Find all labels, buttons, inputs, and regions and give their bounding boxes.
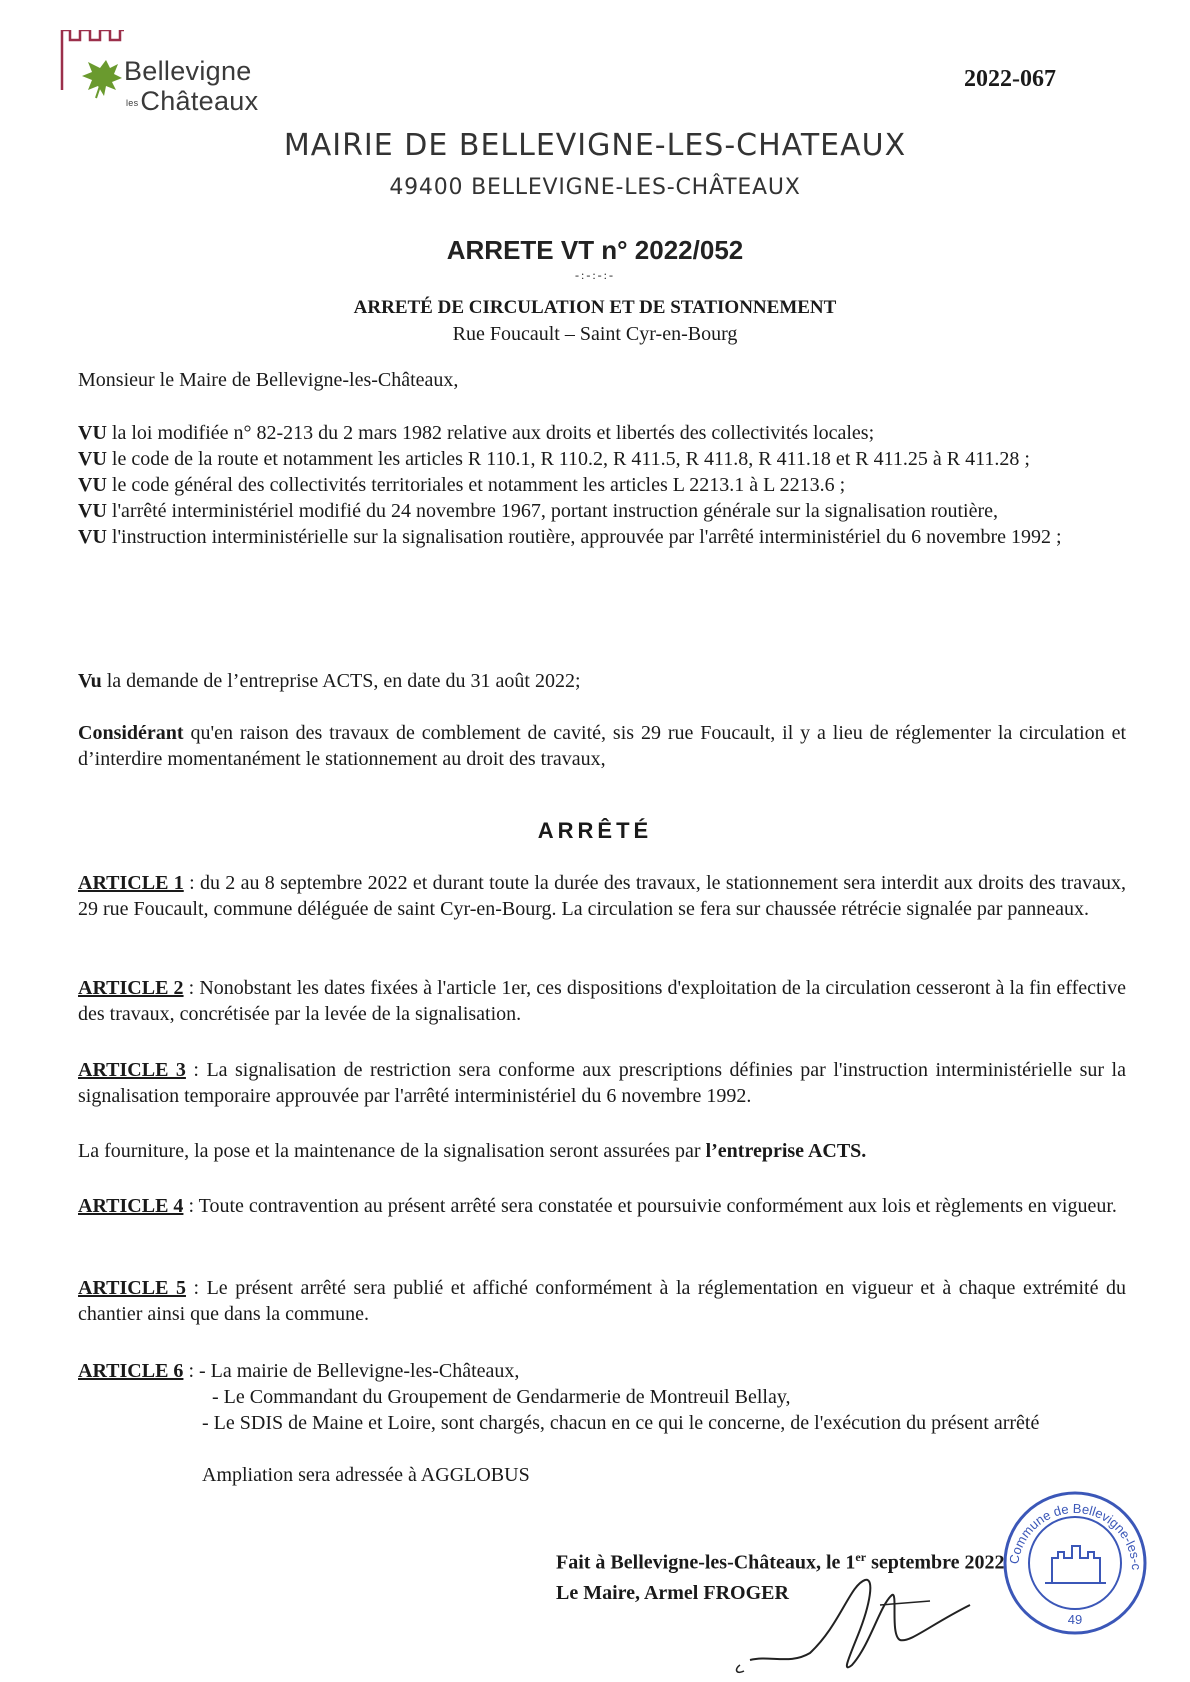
logo-name-line1: Bellevigne (124, 56, 252, 86)
article-3 (78, 1057, 1126, 1109)
article-4 (78, 1193, 1126, 1219)
separator: -:-:-:- (575, 268, 615, 282)
logo-name-prefix: les (126, 97, 139, 108)
handwritten-signature (730, 1565, 990, 1680)
stamp-seal-icon (1000, 1488, 1150, 1638)
fourniture-text: La fourniture, la pose et la maintenance de la signalisation seront assurées par (78, 1140, 706, 1162)
fourniture (78, 1138, 1126, 1164)
place-date: Fait à Bellevigne-les-Châteaux, le 1er septembre 2022 (556, 1550, 1005, 1574)
considerant (78, 720, 1126, 772)
demande (78, 668, 1126, 694)
reference-number: 2022-067 (964, 66, 1056, 92)
ampliation: Ampliation sera adressée à AGGLOBUS (202, 1464, 530, 1486)
article-2 (78, 975, 1126, 1027)
article-text: : La signalisation de restriction sera conforme aux prescriptions définies par l'instruction interministérielle sur la signalisation temporaire approuvée par l'arrêté interministériel du 6 novembre 1992. (78, 1059, 1126, 1107)
demande-text: la demande de l’entreprise ACTS, en date du 31 août 2022; (101, 670, 581, 692)
visa-label: VU (78, 500, 107, 522)
fourniture-bold: l’entreprise ACTS. (705, 1140, 867, 1162)
article-5 (78, 1275, 1126, 1327)
article-text: : Le présent arrêté sera publié et affiché conformément à la réglementation en vigueur et à chaque extrémité du chantier ainsi que dans la commune. (78, 1277, 1126, 1325)
official-stamp (1000, 1488, 1150, 1638)
article-label: ARTICLE 3 (78, 1059, 186, 1081)
article-6 (78, 1358, 519, 1384)
visa-text: la loi modifiée n° 82-213 du 2 mars 1982 relative aux droits et libertés des collectivités locales; (106, 422, 875, 444)
logo-name-line2 (126, 86, 258, 117)
article-text: : Nonobstant les dates fixées à l'article 1er, ces dispositions d'exploitation de la circulation cesseront à la fin effective des travaux, concrétisée par la levée de la signalisation. (78, 977, 1126, 1025)
article-label: ARTICLE 6 (78, 1360, 184, 1382)
article-label: ARTICLE 1 (78, 872, 184, 894)
logo-name-main: Châteaux (140, 86, 259, 116)
arrete-title: ARRETE VT n° 2022/052 (446, 235, 744, 265)
visa-text: le code de la route et notamment les articles R 110.1, R 110.2, R 411.5, R 411.8, R 411.18 et R 411.25 à R 411.28 ; (106, 448, 1030, 470)
visa-text: le code général des collectivités territoriales et notamment les articles L 2213.1 à L 2213.6 ; (106, 474, 846, 496)
visa-text: l'arrêté interministériel modifié du 24 novembre 1967, portant instruction générale sur la signalisation routière, (106, 500, 999, 522)
subject-location: Rue Foucault – Saint Cyr-en-Bourg (452, 323, 738, 345)
visa-item (78, 498, 1126, 524)
visa-text: l'instruction interministérielle sur la signalisation routière, approuvée par l'arrêté interministériel du 6 novembre 1992 ; (106, 526, 1062, 548)
addressee: Monsieur le Maire de Bellevigne-les-Châteaux, (78, 369, 459, 391)
considerant-text: qu'en raison des travaux de comblement de cavité, sis 29 rue Foucault, il y a lieu de réglementer la circulation et d’interdire momentanément le stationnement au droit des travaux, (78, 722, 1126, 770)
stamp-number: 49 (1067, 1612, 1083, 1627)
article-6-item: - Le Commandant du Groupement de Gendarmerie de Montreuil Bellay, (212, 1386, 791, 1408)
visa-label: VU (78, 526, 107, 548)
article-text: : Toute contravention au présent arrêté sera constatée et poursuivie conformément aux lois et règlements en vigueur. (183, 1195, 1117, 1217)
visa-item (78, 524, 1126, 550)
visa-label: VU (78, 474, 107, 496)
article-label: ARTICLE 2 (78, 977, 184, 999)
visas-block (78, 420, 1126, 550)
decision-heading: ARRÊTÉ (537, 818, 653, 843)
considerant-label: Considérant (78, 722, 184, 744)
article-1 (78, 870, 1126, 922)
visa-item (78, 472, 1126, 498)
article-6-item: - Le SDIS de Maine et Loire, sont chargés, chacun en ce qui le concerne, de l'exécution du présent arrêté (202, 1412, 1040, 1434)
signatory: Le Maire, Armel FROGER (556, 1581, 789, 1604)
article-text: : du 2 au 8 septembre 2022 et durant toute la durée des travaux, le stationnement sera interdit aux droits des travaux, 29 rue Foucault, commune déléguée de saint Cyr-en-Bourg. La circulation se fera sur chaussée rétrécie signalée par panneaux. (78, 872, 1126, 920)
visa-item (78, 420, 1126, 446)
visa-label: VU (78, 422, 107, 444)
visa-item (78, 446, 1126, 472)
visa-label: VU (78, 448, 107, 470)
subject-title: ARRETÉ DE CIRCULATION ET DE STATIONNEMENT (353, 297, 837, 318)
demande-label: Vu (78, 670, 102, 692)
article-label: ARTICLE 5 (78, 1277, 186, 1299)
stamp-text: Commune de Bellevigne-les-c (1006, 1500, 1145, 1571)
mairie-title: MAIRIE DE BELLEVIGNE-LES-CHATEAUX (283, 128, 907, 163)
article-label: ARTICLE 4 (78, 1195, 184, 1217)
mairie-address: 49400 BELLEVIGNE-LES-CHÂTEAUX (389, 175, 801, 200)
article-6-first-item: : - La mairie de Bellevigne-les-Châteaux, (183, 1360, 520, 1382)
